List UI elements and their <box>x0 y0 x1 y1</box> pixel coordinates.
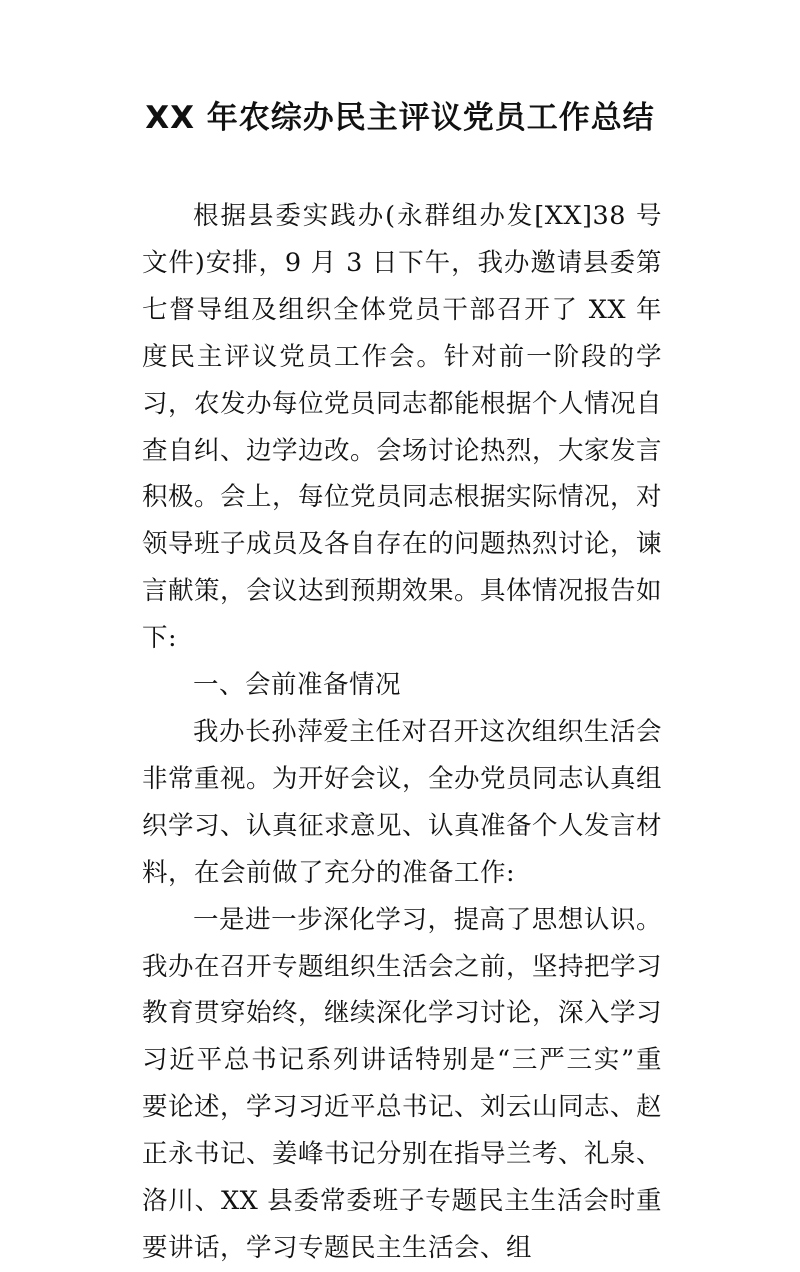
section-heading: 一、会前准备情况 <box>193 670 402 701</box>
study-paragraph: 一是进一步深化学习，提高了思想认识。我办在召开专题组织生活会之前，坚持把学习教育贯穿始终，继续深化学习讨论，深入学习习近平总书记系列讲话特别是“三严三实”重要论述，学习习近平总书记、刘云山同志、赵正永书记、姜峰书记分别在指导兰考、礼泉、洛川、XX 县委常委班子专题民主生活会时重要讲话，学习专题民主生活会、组 <box>142 904 663 1263</box>
document-title: XX 年农综办民主评议党员工作总结 <box>145 100 655 136</box>
intro-paragraph: 根据县委实践办(永群组办发[XX]38 号文件)安排，9 月 3 日下午，我办邀请县委第七督导组及组织全体党员干部召开了 XX 年度民主评议党员工作会。针对前一阶段的学习，农发办每位党员同志都能根据个人情况自查自纠、边学边改。会场讨论热烈，大家发言积极。会上，每位党员同志根据实际情况，对领导班子成员及各自存在的问题热烈讨论，谏言献策，会议达到预期效果。具体情况报告如下: <box>142 201 663 654</box>
document-body <box>142 193 662 1272</box>
preparation-paragraph: 我办长孙萍爱主任对召开这次组织生活会非常重视。为开好会议，全办党员同志认真组织学习、认真征求意见、认真准备个人发言材料，在会前做了充分的准备工作: <box>142 716 663 888</box>
